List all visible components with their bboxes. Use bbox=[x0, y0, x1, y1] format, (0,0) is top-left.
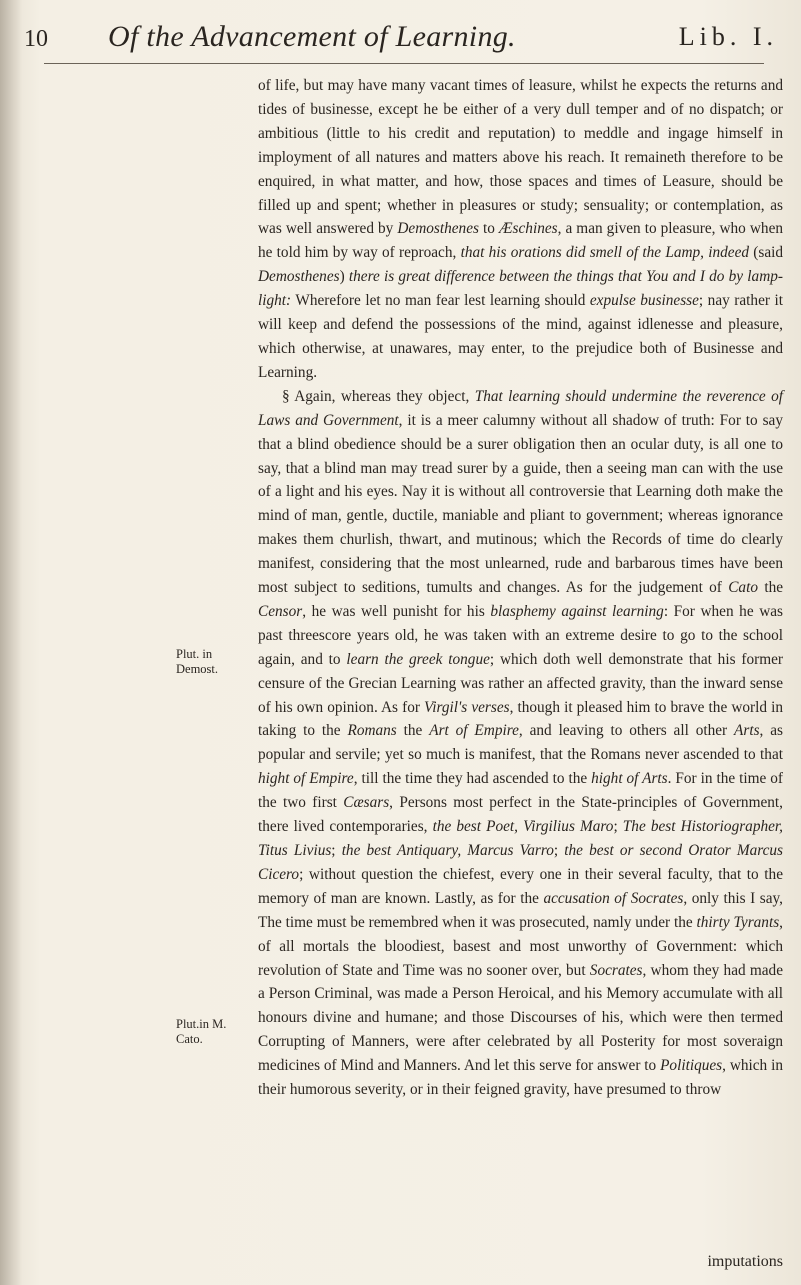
italic-run: Æschines bbox=[498, 220, 558, 238]
text-run: , though it pleased him to brave the world in taking to the bbox=[258, 698, 783, 740]
italic-run: hight of Empire bbox=[258, 770, 354, 788]
text-run: , and leaving to others all other bbox=[518, 722, 735, 740]
text-run: , which in their humorous severity, or in their feigned gravity, have presumed to throw bbox=[258, 1057, 783, 1099]
italic-run: expulse businesse bbox=[589, 292, 699, 310]
italic-run: Art of Empire bbox=[429, 722, 519, 740]
header-rule bbox=[44, 63, 764, 64]
text-run: of life, but may have many vacant times of leasure, whilst he expects the returns and tides of businesse, except he be either of a very dull temper and of no dispatch; or ambitious (little to his credit and reputation) to meddle and ingage himself in imployment of all natures and matters above his reach. It remaineth therefore to be enquired, in what matter, and how, those spaces and times of Leasure, should be filled up and spent; whether in pleasures or study; sensuality; or contemplation, as was well answered by bbox=[258, 77, 783, 238]
margin-note: Plut. in Demost. bbox=[176, 647, 219, 676]
italic-run: Demosthenes bbox=[397, 220, 479, 238]
page-number: 10 bbox=[24, 26, 48, 52]
italic-run: Socrates bbox=[589, 961, 643, 979]
text-run: ; bbox=[553, 842, 565, 859]
text-run: ; which doth well demonstrate that his former censure of the Grecian Learning was rather an affected gravity, than the inward sense of his own opinion. As for bbox=[258, 650, 783, 716]
text-run: , only this I say, The time must be remembred when it was prosecuted, namly under the bbox=[258, 889, 784, 931]
italic-run: Politiques bbox=[660, 1057, 723, 1075]
text-run: to bbox=[478, 220, 499, 238]
text-run: ; bbox=[613, 818, 623, 836]
text-run: the bbox=[396, 722, 430, 740]
italic-run: Cæsars bbox=[343, 794, 390, 812]
italic-run: there is great difference between the things that You and I do by lamp-light: bbox=[258, 268, 783, 310]
text-run: : For when he was past threescore years old, he was taken with an extreme desire to go to the school again, and to bbox=[258, 602, 783, 668]
italic-run: hight of Arts bbox=[591, 770, 668, 788]
italic-run: Demosthenes bbox=[258, 268, 340, 286]
italic-run: Arts bbox=[734, 722, 760, 740]
italic-run: the best Antiquary, Marcus Varro bbox=[341, 842, 554, 859]
page-header bbox=[22, 16, 782, 66]
margin-note: Plut.in M. Cato. bbox=[176, 1017, 227, 1046]
text-run: , whom they had made a Person Criminal, was made a Person Heroical, and his Memory accumulate with all honours divine and humane; and those Discourses of his, which were then termed Corrupting of Manners, were after celebrated by all Posterity for most soveraign medicines of Mind and Manners. And let this serve for answer to bbox=[258, 961, 783, 1075]
paragraph bbox=[258, 385, 783, 1102]
body-text bbox=[258, 74, 783, 1102]
text-run: , as popular and servile; yet so much is manifest, that the Romans never ascended to that bbox=[258, 722, 783, 764]
text-run: , he was well punisht for his bbox=[302, 602, 491, 620]
italic-run: Virgil's verses bbox=[424, 698, 510, 716]
italic-run: Cato bbox=[728, 579, 758, 597]
italic-run: the best Poet, Virgilius Maro bbox=[432, 818, 614, 836]
catchword: imputations bbox=[707, 1253, 783, 1270]
italic-run: That learning should undermine the reverence of Laws and Government bbox=[258, 387, 783, 429]
text-run: , of all mortals the bloodiest, basest and most unworthy of Government: which revolution of State and Time was no sooner over, but bbox=[258, 913, 783, 979]
page-gutter bbox=[0, 0, 22, 1285]
text-run: . For in the time of the two first bbox=[258, 770, 783, 812]
text-run: § Again, whereas they object, bbox=[282, 387, 475, 405]
italic-run: the best or second Orator Marcus Cicero bbox=[258, 842, 783, 883]
text-run: , it is a meer calumny without all shadow of truth: For to say that a blind obedience should be a surer obligation then an ocular duty, is all one to say, that a blind man may tread surer by a guide, then a seeing man can with the use of a light and his eyes. Nay it is without all controversie that Learning doth make the mind of man, gentle, ductile, maniable and pliant to government; whereas ignorance makes them churlish, thwart, and mutinous; which the Records of time do clearly manifest, considering that the most unlearned, rude and barbarous times have been most subject to seditions, tumults and changes. As for the judgement of bbox=[258, 411, 783, 597]
book-label: Lib. I. bbox=[678, 22, 778, 51]
text-run: , Persons most perfect in the State-principles of Government, there lived contemporaries, bbox=[258, 794, 783, 836]
italic-run: Censor bbox=[258, 602, 303, 620]
italic-run: The best Historiographer, Titus Livius bbox=[258, 818, 784, 859]
text-run: ; bbox=[331, 842, 342, 859]
italic-run: thirty Tyrants bbox=[696, 913, 780, 931]
text-run: ; nay rather it will keep and defend the possessions of the mind, against idlenesse and pleasure, which otherwise, at unawares, may enter, to the prejudice both of Businesse and Learning. bbox=[258, 292, 783, 381]
italic-run: Romans bbox=[347, 722, 397, 740]
text-run: , till the time they had ascended to the bbox=[353, 770, 592, 788]
running-title: Of the Advancement of Learning. bbox=[108, 20, 516, 53]
italic-run: that his orations did smell of the Lamp, indeed bbox=[460, 244, 750, 262]
text-run: ) bbox=[339, 268, 349, 286]
italic-run: learn the greek tongue bbox=[346, 650, 490, 668]
text-run: the bbox=[757, 579, 784, 597]
italic-run: blasphemy against learning bbox=[490, 602, 664, 620]
text-run: , a man given to pleasure, who when he told him by way of reproach, bbox=[258, 220, 784, 262]
text-run: ; without question the chiefest, every one in their several faculty, that to the memory of man are known. Lastly, as for the bbox=[258, 865, 783, 907]
italic-run: accusation of Socrates bbox=[543, 889, 684, 907]
paragraph bbox=[258, 74, 783, 385]
text-run: Wherefore let no man fear lest learning should bbox=[291, 292, 590, 310]
text-run: (said bbox=[749, 244, 784, 262]
